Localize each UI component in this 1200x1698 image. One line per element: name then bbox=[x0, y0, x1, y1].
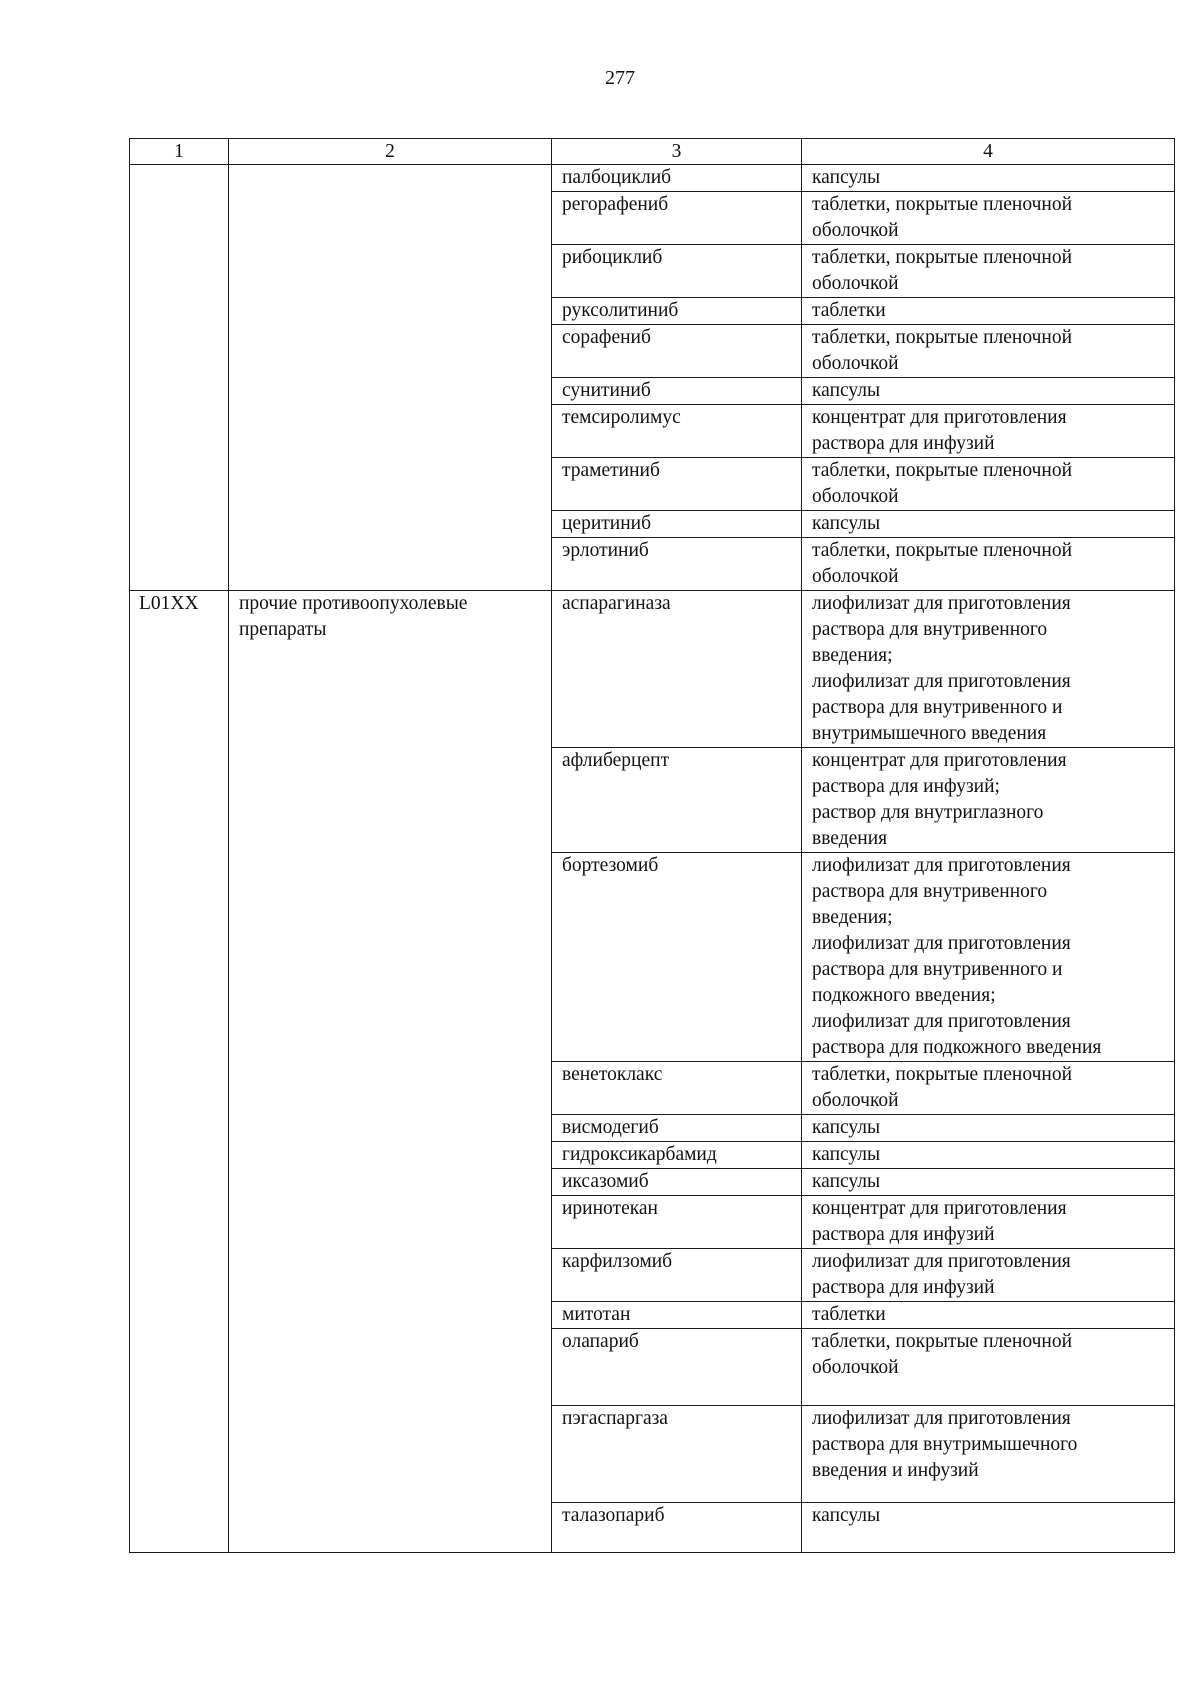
dosage-form: капсулы bbox=[802, 165, 1175, 192]
dosage-form: таблетки, покрытые пленочной оболочкой bbox=[802, 325, 1175, 378]
dosage-form: капсулы bbox=[802, 1115, 1175, 1142]
drug-name: иринотекан bbox=[552, 1196, 802, 1249]
drug-name: карфилзомиб bbox=[552, 1249, 802, 1302]
drug-name: пэгаспаргаза bbox=[552, 1406, 802, 1503]
drug-name: митотан bbox=[552, 1302, 802, 1329]
dosage-form: концентрат для приготовления раствора для инфузий bbox=[802, 1196, 1175, 1249]
drug-name: сорафениб bbox=[552, 325, 802, 378]
drug-name: венетоклакс bbox=[552, 1062, 802, 1115]
drug-name: олапариб bbox=[552, 1329, 802, 1406]
dosage-form: капсулы bbox=[802, 378, 1175, 405]
atc-code: L01XX bbox=[130, 591, 229, 1553]
drug-name: иксазомиб bbox=[552, 1169, 802, 1196]
drug-name: палбоциклиб bbox=[552, 165, 802, 192]
drug-name: руксолитиниб bbox=[552, 298, 802, 325]
header-cell-3: 3 bbox=[552, 139, 802, 165]
drug-name: сунитиниб bbox=[552, 378, 802, 405]
dosage-form: капсулы bbox=[802, 1169, 1175, 1196]
dosage-form: таблетки, покрытые пленочной оболочкой bbox=[802, 458, 1175, 511]
drug-name: гидроксикарбамид bbox=[552, 1142, 802, 1169]
drug-name: траметиниб bbox=[552, 458, 802, 511]
dosage-form: таблетки, покрытые пленочной оболочкой bbox=[802, 1062, 1175, 1115]
drug-name: темсиролимус bbox=[552, 405, 802, 458]
atc-group-name: прочие противоопухолевые препараты bbox=[229, 591, 552, 1553]
drug-name: эрлотиниб bbox=[552, 538, 802, 591]
drug-name: регорафениб bbox=[552, 192, 802, 245]
drug-name: висмодегиб bbox=[552, 1115, 802, 1142]
dosage-form: таблетки bbox=[802, 1302, 1175, 1329]
dosage-form: таблетки, покрытые пленочной оболочкой bbox=[802, 1329, 1175, 1406]
empty-name-cell bbox=[229, 165, 552, 591]
dosage-form: лиофилизат для приготовления раствора для внутривенного введения; лиофилизат для приготовления раствора для внутривенного и внутримышечного введения bbox=[802, 591, 1175, 748]
drug-name: рибоциклиб bbox=[552, 245, 802, 298]
drug-name: талазопариб bbox=[552, 1503, 802, 1553]
header-cell-1: 1 bbox=[130, 139, 229, 165]
dosage-form: капсулы bbox=[802, 1503, 1175, 1553]
drug-name: бортезомиб bbox=[552, 853, 802, 1062]
table-row bbox=[130, 165, 1175, 192]
dosage-form: таблетки, покрытые пленочной оболочкой bbox=[802, 245, 1175, 298]
dosage-form: концентрат для приготовления раствора для инфузий bbox=[802, 405, 1175, 458]
drug-name: аспарагиназа bbox=[552, 591, 802, 748]
dosage-form: лиофилизат для приготовления раствора для внутривенного введения; лиофилизат для приготовления раствора для внутривенного и подкожного введения; лиофилизат для приготовления раствора для подкожного введения bbox=[802, 853, 1175, 1062]
dosage-form: капсулы bbox=[802, 511, 1175, 538]
empty-code-cell bbox=[130, 165, 229, 591]
drug-name: афлиберцепт bbox=[552, 748, 802, 853]
dosage-form: лиофилизат для приготовления раствора для внутримышечного введения и инфузий bbox=[802, 1406, 1175, 1503]
dosage-form: концентрат для приготовления раствора для инфузий; раствор для внутриглазного введения bbox=[802, 748, 1175, 853]
drug-name: церитиниб bbox=[552, 511, 802, 538]
dosage-form: лиофилизат для приготовления раствора для инфузий bbox=[802, 1249, 1175, 1302]
dosage-form: таблетки, покрытые пленочной оболочкой bbox=[802, 538, 1175, 591]
medication-table bbox=[129, 138, 1175, 1553]
header-row bbox=[130, 139, 1175, 165]
header-cell-4: 4 bbox=[802, 139, 1175, 165]
dosage-form: таблетки, покрытые пленочной оболочкой bbox=[802, 192, 1175, 245]
header-cell-2: 2 bbox=[229, 139, 552, 165]
dosage-form: капсулы bbox=[802, 1142, 1175, 1169]
page-number: 277 bbox=[605, 67, 635, 89]
table-row bbox=[130, 591, 1175, 748]
dosage-form: таблетки bbox=[802, 298, 1175, 325]
